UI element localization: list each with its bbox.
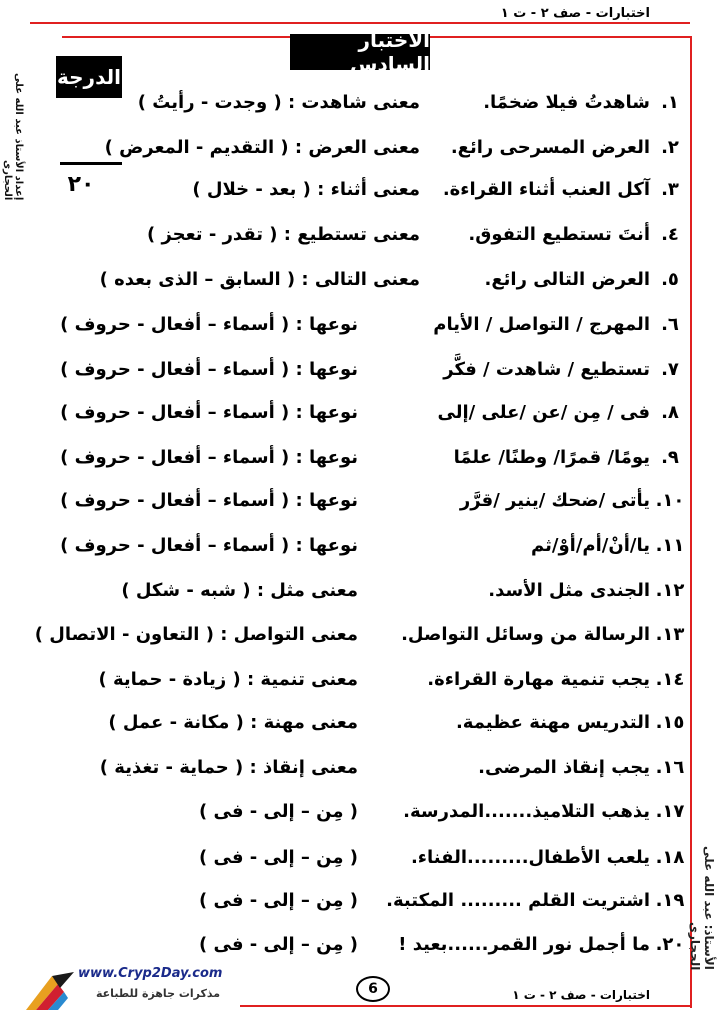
question-number: ٧. <box>661 359 679 380</box>
question-number: ٨. <box>661 402 679 423</box>
question-row <box>50 133 690 163</box>
question-row <box>50 576 690 606</box>
question-number: ٥. <box>661 269 679 290</box>
exam-title: الاختبار السادس <box>290 34 430 70</box>
question-options: نوعها : ( أسماء – أفعال - حروف ) <box>60 490 358 511</box>
question-sentence: شاهدتُ فيلا ضخمًا. <box>483 92 650 113</box>
question-row <box>50 753 690 783</box>
question-options: نوعها : ( أسماء – أفعال - حروف ) <box>60 535 358 556</box>
question-options: معنى شاهدت : ( وجدت - رأيتُ ) <box>137 92 420 113</box>
question-sentence: يجب إنقاذ المرضى. <box>478 757 650 778</box>
page-number: 6 <box>356 976 390 1002</box>
question-options: معنى إنقاذ : ( حماية - تغذية ) <box>99 757 358 778</box>
question-sentence: المهرج / التواصل / الأيام <box>433 314 650 335</box>
question-row <box>50 486 690 516</box>
question-sentence: اشتريت القلم ......... المكتبة. <box>386 890 650 911</box>
question-sentence: فى / مِن /عن /على /إلى <box>437 402 650 423</box>
grade-label: الدرجة <box>56 56 122 98</box>
question-options: ( مِن – إلى - فى ) <box>198 801 358 822</box>
question-row <box>50 930 690 960</box>
question-sentence: أنتَ تستطيع التفوق. <box>468 224 650 245</box>
question-row <box>50 843 690 873</box>
question-number: ١٩. <box>655 890 685 911</box>
left-vertical-text: إعداد الأستاذ عبد الله على الحجارى <box>2 72 24 200</box>
question-row <box>50 265 690 295</box>
right-vertical-text: الأستاذ: عبد الله على الحجارى <box>688 846 716 970</box>
question-sentence: التدريس مهنة عظيمة. <box>455 712 650 733</box>
question-options: معنى التواصل : ( التعاون - الاتصال ) <box>34 624 358 645</box>
question-options: معنى التالى : ( السابق – الذى بعده ) <box>99 269 420 290</box>
question-number: ١٢. <box>655 580 685 601</box>
question-row <box>50 398 690 428</box>
question-row <box>50 88 690 118</box>
question-number: ٣. <box>661 179 679 200</box>
question-number: ١١. <box>655 535 685 556</box>
question-row <box>50 175 690 205</box>
question-options: ( مِن – إلى - فى ) <box>198 934 358 955</box>
question-number: ١٤. <box>655 669 685 690</box>
question-number: ٩. <box>661 447 679 468</box>
top-rule <box>30 22 690 24</box>
question-sentence: يلعب الأطفال.........الفناء. <box>410 847 650 868</box>
question-number: ١٣. <box>655 624 685 645</box>
question-row <box>50 665 690 695</box>
question-sentence: العرض المسرحى رائع. <box>450 137 650 158</box>
question-options: ( مِن – إلى - فى ) <box>198 890 358 911</box>
question-sentence: يجب تنمية مهارة القراءة. <box>427 669 650 690</box>
question-row <box>50 355 690 385</box>
question-number: ١. <box>661 92 679 113</box>
question-number: ١٥. <box>655 712 685 733</box>
question-row <box>50 443 690 473</box>
question-number: ٦. <box>661 314 679 335</box>
question-number: ٢. <box>661 137 679 158</box>
footer-rule <box>240 1005 690 1007</box>
question-sentence: العرض التالى رائع. <box>484 269 650 290</box>
question-row <box>50 797 690 827</box>
site-url[interactable]: www.Cryp2Day.com <box>78 966 223 981</box>
question-options: نوعها : ( أسماء – أفعال - حروف ) <box>60 402 358 423</box>
question-sentence: تستطيع / شاهدت / فكَّر <box>443 359 650 380</box>
question-options: نوعها : ( أسماء – أفعال - حروف ) <box>60 447 358 468</box>
question-row <box>50 708 690 738</box>
question-sentence: يذهب التلاميذ.......المدرسة. <box>403 801 650 822</box>
question-sentence: يا/أنْ/أم/أوْ/ثم <box>531 535 650 556</box>
question-options: معنى مثل : ( شبه - شكل ) <box>121 580 358 601</box>
question-options: معنى العرض : ( التقديم - المعرض ) <box>104 137 420 158</box>
question-number: ١٧. <box>655 801 685 822</box>
site-tagline: مذكرات جاهزة للطباعة <box>96 987 221 1000</box>
question-options: معنى تستطيع : ( تقدر - تعجز ) <box>146 224 420 245</box>
question-number: ٤. <box>661 224 679 245</box>
question-options: ( مِن – إلى - فى ) <box>198 847 358 868</box>
site-logo-icon <box>24 968 84 1012</box>
question-sentence: آكل العنب أثناء القراءة. <box>442 179 650 200</box>
question-row <box>34 620 690 650</box>
question-number: ١٦. <box>655 757 685 778</box>
footer-text: اختبارات - صف ٢ - ت ١ <box>512 988 650 1002</box>
question-row <box>50 310 690 340</box>
question-options: نوعها : ( أسماء – أفعال - حروف ) <box>60 359 358 380</box>
question-options: معنى تنمية : ( زيادة - حماية ) <box>98 669 358 690</box>
question-number: ١٠. <box>655 490 685 511</box>
question-sentence: يومًا/ قمرًا/ وطنًا/ علمًا <box>453 447 650 468</box>
question-row <box>50 531 690 561</box>
question-sentence: الجندى مثل الأسد. <box>488 580 650 601</box>
question-sentence: الرسالة من وسائل التواصل. <box>401 624 650 645</box>
question-number: ٢٠. <box>655 934 685 955</box>
question-sentence: ما أجمل نور القمر......بعيد ! <box>398 934 650 955</box>
question-row <box>50 220 690 250</box>
question-number: ١٨. <box>655 847 685 868</box>
grade-total: ٢٠ <box>67 172 95 197</box>
question-options: نوعها : ( أسماء – أفعال - حروف ) <box>60 314 358 335</box>
header-text: اختبارات - صف ٢ - ت ١ <box>500 6 650 21</box>
question-sentence: يأتى /ضحك /ينير /قرَّر <box>459 490 650 511</box>
question-options: معنى أثناء : ( بعد - خلال ) <box>192 179 420 200</box>
question-options: معنى مهنة : ( مكانة - عمل ) <box>108 712 358 733</box>
question-row <box>50 886 690 916</box>
